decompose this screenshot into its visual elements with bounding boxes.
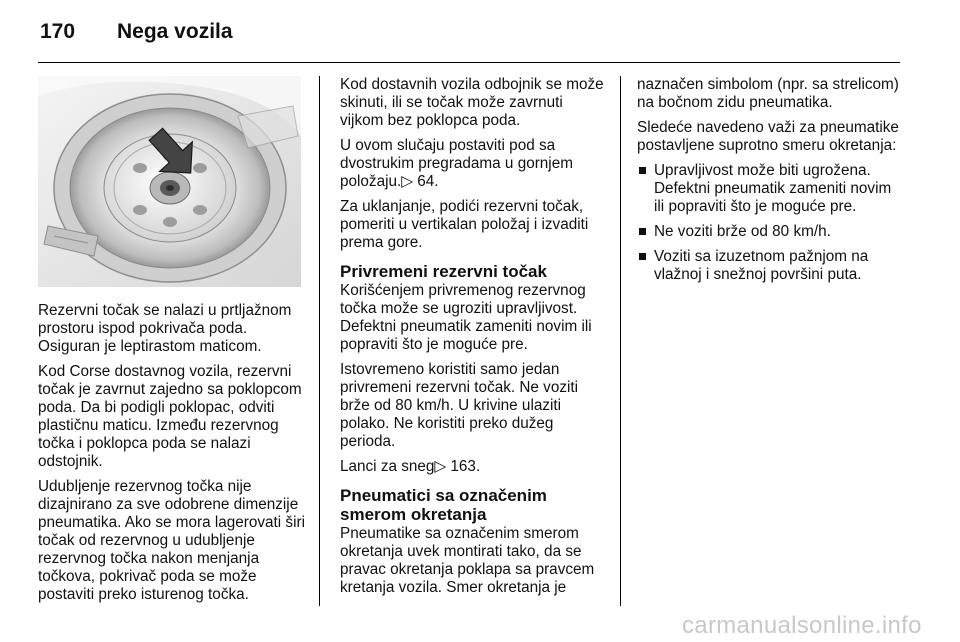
list-item: Upravljivost može biti ugrožena. Defektni pneumatik zameniti novim ili popraviti što je moguće pre. — [637, 162, 905, 216]
list-item: Voziti sa izuzetnom pažnjom na vlažnoj i snežnoj površini puta. — [637, 248, 905, 284]
middle-paragraph-7: Pneumatike sa označenim smerom okretanja uvek montirati tako, da se pravac okretanja poklapa sa pravcem kretanja vozila. Smer okretanja je — [340, 525, 595, 596]
middle-paragraph-6 — [340, 458, 608, 476]
middle-column — [340, 76, 608, 604]
page-reference-icon[interactable]: ▷ — [401, 173, 413, 190]
middle-paragraph-4: Korišćenjem privremenog rezervnog točka može se ugroziti upravljivost. Defektni pneumatik zameniti novim ili popraviti što je moguće pre. — [340, 282, 592, 353]
middle-paragraph-1: Kod dostavnih vozila odbojnik se može skinuti, ili se točak može zavrnuti vijkom bez poklopca poda. — [340, 76, 604, 129]
middle-paragraph-6-text: Lanci za sneg — [340, 458, 435, 475]
section-heading-temporary-spare: Privremeni rezervni točak — [340, 262, 547, 281]
page-reference-icon[interactable]: ▷ — [434, 458, 447, 475]
left-paragraph-1: Rezervni točak se nalazi u prtljažnom prostoru ispod pokrivača poda. Osiguran je leptirastom maticom. — [38, 302, 292, 355]
chapter-title: Nega vozila — [117, 20, 233, 43]
left-column — [38, 76, 306, 611]
bullet-list — [637, 162, 905, 284]
column-rule-1 — [319, 76, 320, 606]
middle-paragraph-2 — [340, 137, 608, 191]
watermark: carmanualsonline.info — [682, 612, 922, 639]
right-column — [637, 76, 905, 291]
header-rule — [38, 62, 900, 63]
page-reference-64[interactable]: 64. — [413, 173, 439, 190]
right-paragraph-1: naznačen simbolom (npr. sa strelicom) na bočnom zidu pneumatika. — [637, 76, 899, 111]
page-number: 170 — [40, 20, 76, 43]
middle-paragraph-2-text: U ovom slučaju postaviti pod sa dvostrukim pregradama u gornjem položaju. — [340, 137, 573, 190]
page-reference-163[interactable]: 163. — [446, 458, 481, 475]
middle-paragraph-5: Istovremeno koristiti samo jedan privremeni rezervni točak. Ne voziti brže od 80 km/h. U krivine ulaziti polako. Ne koristiti preko dužeg perioda. — [340, 361, 579, 450]
middle-paragraph-3: Za uklanjanje, podići rezervni točak, pomeriti u vertikalan položaj i izvaditi prema gore. — [340, 198, 589, 251]
left-paragraph-2: Kod Corse dostavnog vozila, rezervni točak je zavrnut zajedno sa poklopcom poda. Da bi podigli poklopac, odviti plastičnu maticu. Između rezervnog točka i poklopca poda se nalazi odstojnik. — [38, 363, 302, 470]
right-paragraph-2: Sledeće navedeno važi za pneumatike postavljene suprotno smeru okretanja: — [637, 119, 899, 154]
column-rule-2 — [620, 76, 621, 606]
list-item: Ne voziti brže od 80 km/h. — [637, 223, 905, 241]
section-heading-directional-tyres: Pneumatici sa označenim smerom okretanja — [340, 486, 547, 524]
left-paragraph-3: Udubljenje rezervnog točka nije dizajnirano za sve odobrene dimenzije pneumatika. Ako se mora lagerovati širi točak od rezervnog u udubljenje rezervnog točka nakon menjanja točkova, pokrivač poda se može postaviti preko isturenog točka. — [38, 478, 305, 603]
